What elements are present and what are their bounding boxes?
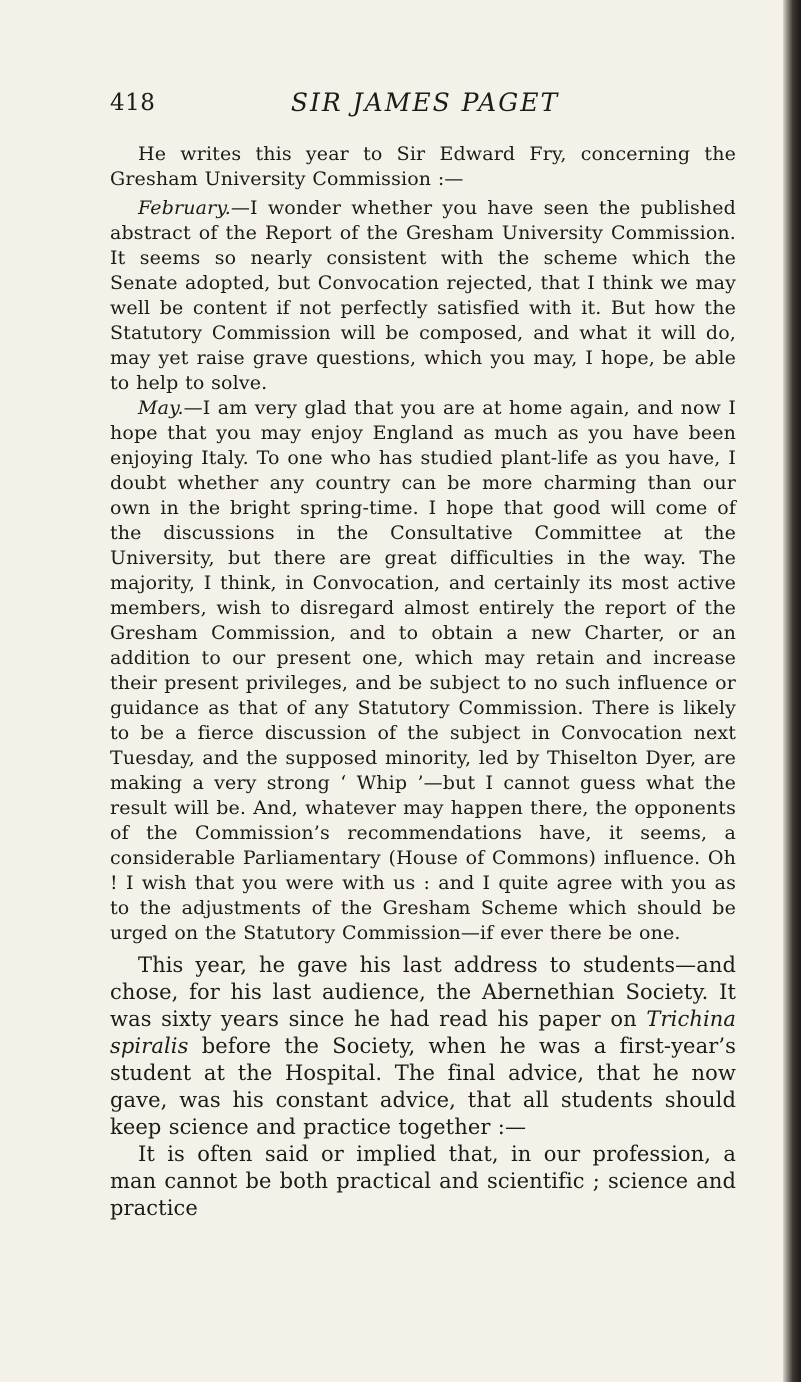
page-edge-shadow [783,0,801,1382]
letter-february-text: —I wonder whether you have seen the published abstract of the Report of the Gresham University Commission. It seems so nearly consistent with the scheme which the Senate adopted, but Convocation rejected, that I think we may well be content if not perfectly satisfied with it. But how the Statutory Commission will be composed, and what it will do, may yet raise grave questions, which you may, I hope, be able to help to solve. [110,197,736,394]
narrative-text-end: before the Society, when he was a first-year’s student at the Hospital. The final advice, that he now gave, was his constant advice, that all students should keep science and practice together :— [110,1034,736,1139]
narrative-paragraph [110,952,736,1141]
page-body [110,142,736,1222]
letter-date-may: May. [138,397,184,419]
letter-february [110,196,736,396]
page-number: 418 [110,90,156,116]
page-header [110,82,740,122]
letter-date-february: February. [138,197,231,219]
running-title: SIR JAMES PAGET [290,88,560,117]
letter-may-text: —I am very glad that you are at home again, and now I hope that you may enjoy England as much as you have been enjoying Italy. To one who has studied plant-life as you have, I doubt whether any country can be more charming than our own in the bright spring-time. I hope that good will come of the discussions in the Consultative Committee at the University, but there are great difficulties in the way. The majority, I think, in Convocation, and certainly its most active members, wish to disregard almost entirely the report of the Gresham Commission, and to obtain a new Charter, or an addition to our present one, which may retain and increase their present privileges, and be subject to no such influence or guidance as that of any Statutory Commission. There is likely to be a fierce discussion of the subject in Convocation next Tuesday, and the supposed minority, led by Thiselton Dyer, are making a very strong ‘ Whip ’—but I cannot guess what the result will be. And, whatever may happen there, the opponents of the Commission’s recommendations have, it seems, a considerable Parliamentary (House of Commons) influence. Oh ! I wish that you were with us : and I quite agree with you as to the adjustments of the Gresham Scheme which should be urged on the Statutory Commission—if ever there be one. [110,397,736,944]
narrative-italic-term: Trichina spiralis [110,1007,736,1058]
letter-may [110,396,736,946]
narrative-text-start: This year, he gave his last address to students—and chose, for his last audience, the Abernethian Society. It was sixty years since he had read his paper on [110,953,736,1031]
quote-paragraph: It is often said or implied that, in our profession, a man cannot be both practical and scientific ; science and practice [110,1142,736,1220]
intro-paragraph: He writes this year to Sir Edward Fry, concerning the Gresham University Commission :— [110,143,736,190]
